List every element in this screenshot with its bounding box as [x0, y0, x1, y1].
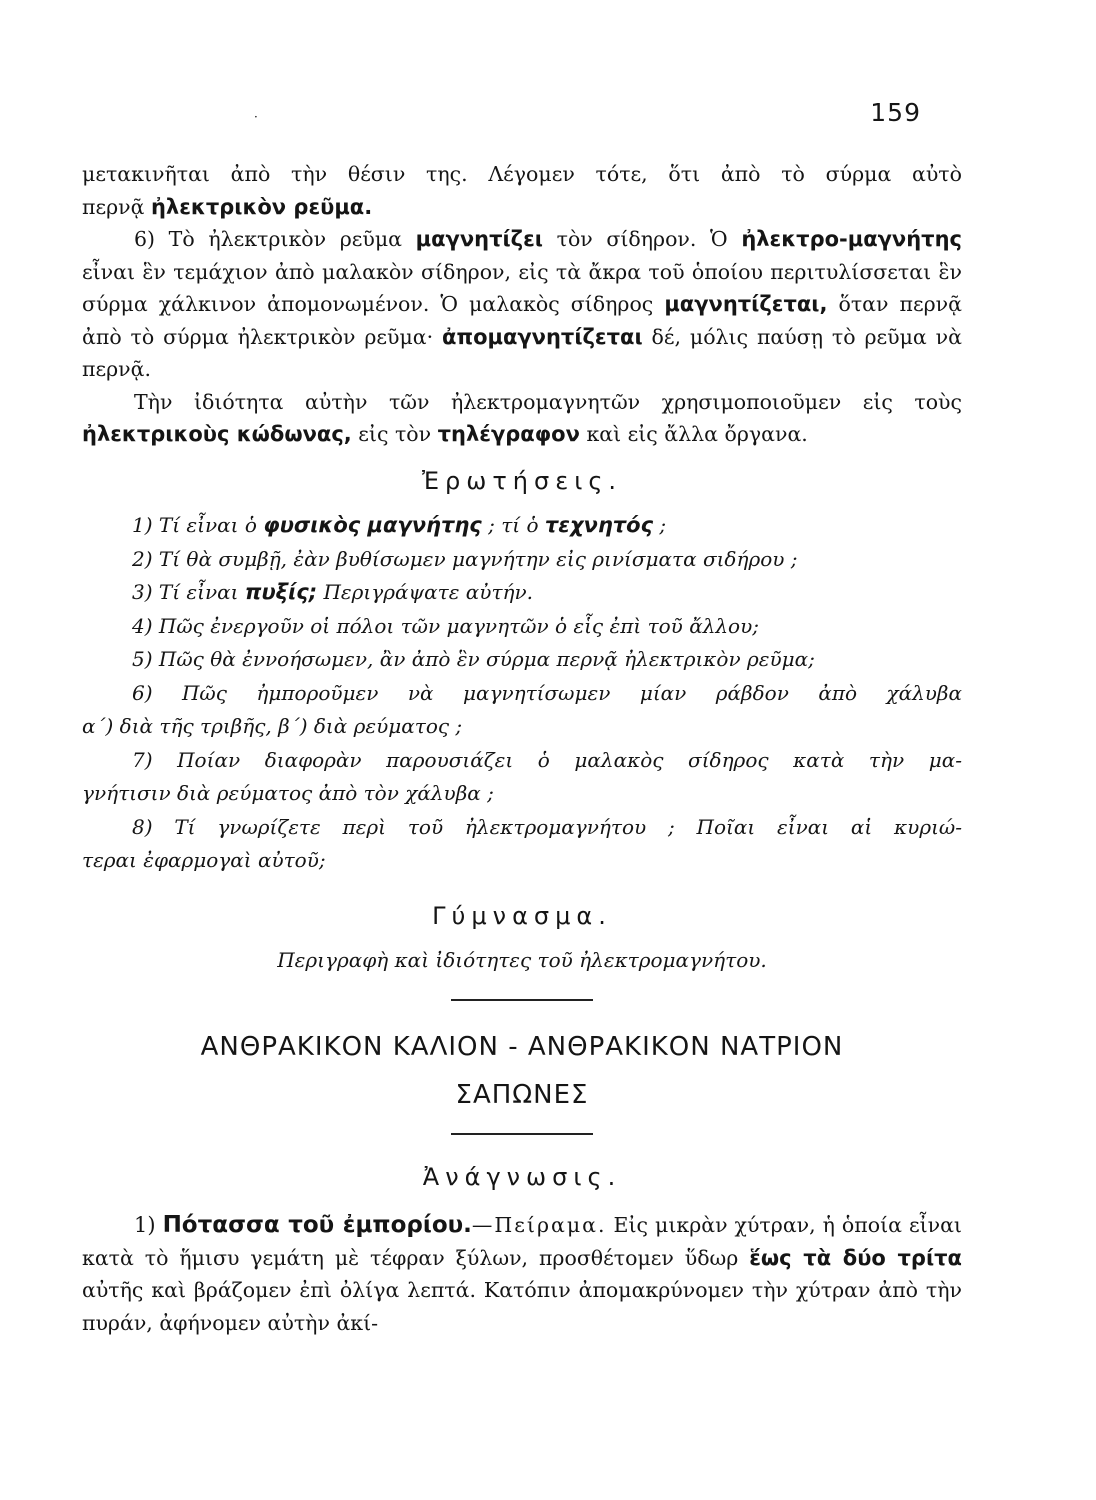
- q1-c: ; τί ὁ: [488, 513, 539, 537]
- para1-line1: μετακινῆται ἀπὸ τὴν θέσιν της. Λέγομεν τότε, ὅτι ἀπὸ τὸ σύρμα αὐτὸ: [82, 162, 962, 186]
- reading-d: Εἰς μικρὰν χύτραν, ἡ ὁποία εἶναι κατὰ τὸ ἥμισυ γεμάτη μὲ τέφραν ξύλων, προσθέτομεν ὕδωρ: [82, 1213, 962, 1270]
- question-3: [82, 576, 962, 610]
- para3-c: εἰς τὸν: [358, 422, 432, 446]
- para2-c: τὸν σίδηρον. Ὁ: [556, 227, 728, 251]
- q3-a: 3) Τί εἶναι: [132, 580, 239, 604]
- paragraph-current-end: [82, 191, 962, 224]
- questions-list: [82, 509, 962, 878]
- reading-heading: Ἀνάγνωσις.: [422, 1162, 622, 1191]
- term-telegraph: τηλέγραφον: [437, 422, 580, 446]
- question-8-cont: τεραι ἐφαρμογαὶ αὐτοῦ;: [82, 848, 326, 872]
- question-1: [82, 509, 962, 543]
- question-7: 7) Ποίαν διαφορὰν παρουσιάζει ὁ μαλακὸς σίδηρος κατὰ τὴν μα-: [132, 747, 962, 772]
- para3-a: Τὴν ἰδιότητα αὐτὴν τῶν ἠλεκτρομαγνητῶν χρησιμοποιοῦμεν εἰς τοὺς: [134, 389, 962, 414]
- paragraph-current: [82, 158, 962, 191]
- q1-e: ;: [659, 513, 667, 537]
- q1-term-natural: φυσικὸς μαγνήτης: [263, 513, 482, 537]
- reading-a: 1): [134, 1213, 156, 1237]
- reading-f: αὐτῆς καὶ βράζομεν ἐπὶ ὀλίγα λεπτά. Κατόπιν ἀπομακρύνομεν τὴν χύτραν ἀπὸ τὴν πυράν, ἀφήνομεν αὐτὴν ἀκί-: [82, 1278, 962, 1335]
- para3-e: καὶ εἰς ἄλλα ὄργανα.: [586, 422, 808, 446]
- question-5: 5) Πῶς θὰ ἐννοήσωμεν, ἂν ἀπὸ ἓν σύρμα περνᾷ ἠλεκτρικὸν ρεῦμα;: [132, 647, 815, 671]
- margin-dot: ·: [254, 110, 258, 124]
- question-6-cont: α΄) διὰ τῆς τριβῆς, β΄) διὰ ρεύματος ;: [82, 714, 463, 738]
- q1-a: 1) Τί εἶναι ὁ: [132, 513, 257, 537]
- chapter-title-line2: ΣΑΠΩΝΕΣ: [455, 1079, 589, 1110]
- q3-c: Περιγράψατε αὐτήν.: [323, 580, 534, 604]
- page-body: [82, 158, 962, 1339]
- para2-a: 6) Τὸ ἠλεκτρικὸν ρεῦμα: [134, 227, 403, 251]
- para2-i: δέ, μόλις παύσῃ τὸ ρεῦμα νὰ περνᾷ.: [82, 324, 962, 381]
- para2-g: ὅταν περνᾷ ἀπὸ τὸ σύρμα ἠλεκτρικὸν ρεῦμα·: [82, 292, 962, 349]
- reading-c: —Πείραμα.: [471, 1213, 607, 1237]
- para2-e: εἶναι ἓν τεμάχιον ἀπὸ μαλακὸν σίδηρον, εἰς τὰ ἄκρα τοῦ ὁποίου περιτυλίσσεται ἓν σύρμα χάλκινον ἀπομονωμένον. Ὁ μαλακὸς σίδηρος: [82, 259, 962, 316]
- term-is-magnetized: μαγνητίζεται,: [664, 292, 828, 316]
- term-commercial-potash: Πότασσα τοῦ ἐμπορίου.: [162, 1212, 472, 1238]
- question-8: 8) Τί γνωρίζετε περὶ τοῦ ἠλεκτρομαγνήτου ; Ποῖαι εἶναι αἱ κυριώ-: [132, 814, 962, 839]
- question-4: 4) Πῶς ἐνεργοῦν οἱ πόλοι τῶν μαγνητῶν ὁ εἷς ἐπὶ τοῦ ἄλλου;: [132, 613, 759, 638]
- paragraph-potash: [82, 1209, 962, 1339]
- question-6: 6) Πῶς ἠμποροῦμεν νὰ μαγνητίσωμεν μίαν ράβδον ἀπὸ χάλυβα: [132, 680, 962, 705]
- term-electromagnet: ἠλεκτρο-μαγνήτης: [741, 227, 962, 251]
- paragraph-applications: [82, 386, 962, 451]
- term-electric-current: ἠλεκτρικὸν ρεῦμα.: [150, 194, 373, 219]
- page-number: 159: [870, 98, 921, 127]
- exercise-heading: Γύμνασμα.: [432, 901, 612, 930]
- question-7-cont: γνήτισιν διὰ ρεύματος ἀπὸ τὸν χάλυβα ;: [82, 781, 494, 805]
- term-demagnetized: ἀπομαγνητίζεται: [442, 324, 643, 349]
- q1-term-artificial: τεχνητός: [544, 513, 654, 537]
- question-2: 2) Τί θὰ συμβῇ, ἐὰν βυθίσωμεν μαγνήτην εἰς ρινίσματα σιδήρου ;: [132, 546, 798, 571]
- paragraph-electromagnet: [82, 223, 962, 386]
- term-two-thirds: ἕως τὰ δύο τρίτα: [749, 1245, 962, 1270]
- chapter-title-line1: ΑΝΘΡΑΚΙΚΟΝ ΚΑΛΙΟΝ - ΑΝΘΡΑΚΙΚΟΝ ΝΑΤΡΙΟΝ: [200, 1031, 844, 1062]
- exercise-text: Περιγραφὴ καὶ ἰδιότητες τοῦ ἠλεκτρομαγνήτου.: [277, 948, 767, 972]
- questions-heading: Ἐρωτήσεις.: [421, 466, 623, 495]
- q3-term-compass: πυξίς;: [244, 580, 318, 604]
- term-electric-bells: ἠλεκτρικοὺς κώδωνας,: [82, 422, 352, 446]
- term-magnetizes: μαγνητίζει: [415, 227, 543, 251]
- para1-line2-start: περνᾷ: [82, 194, 145, 219]
